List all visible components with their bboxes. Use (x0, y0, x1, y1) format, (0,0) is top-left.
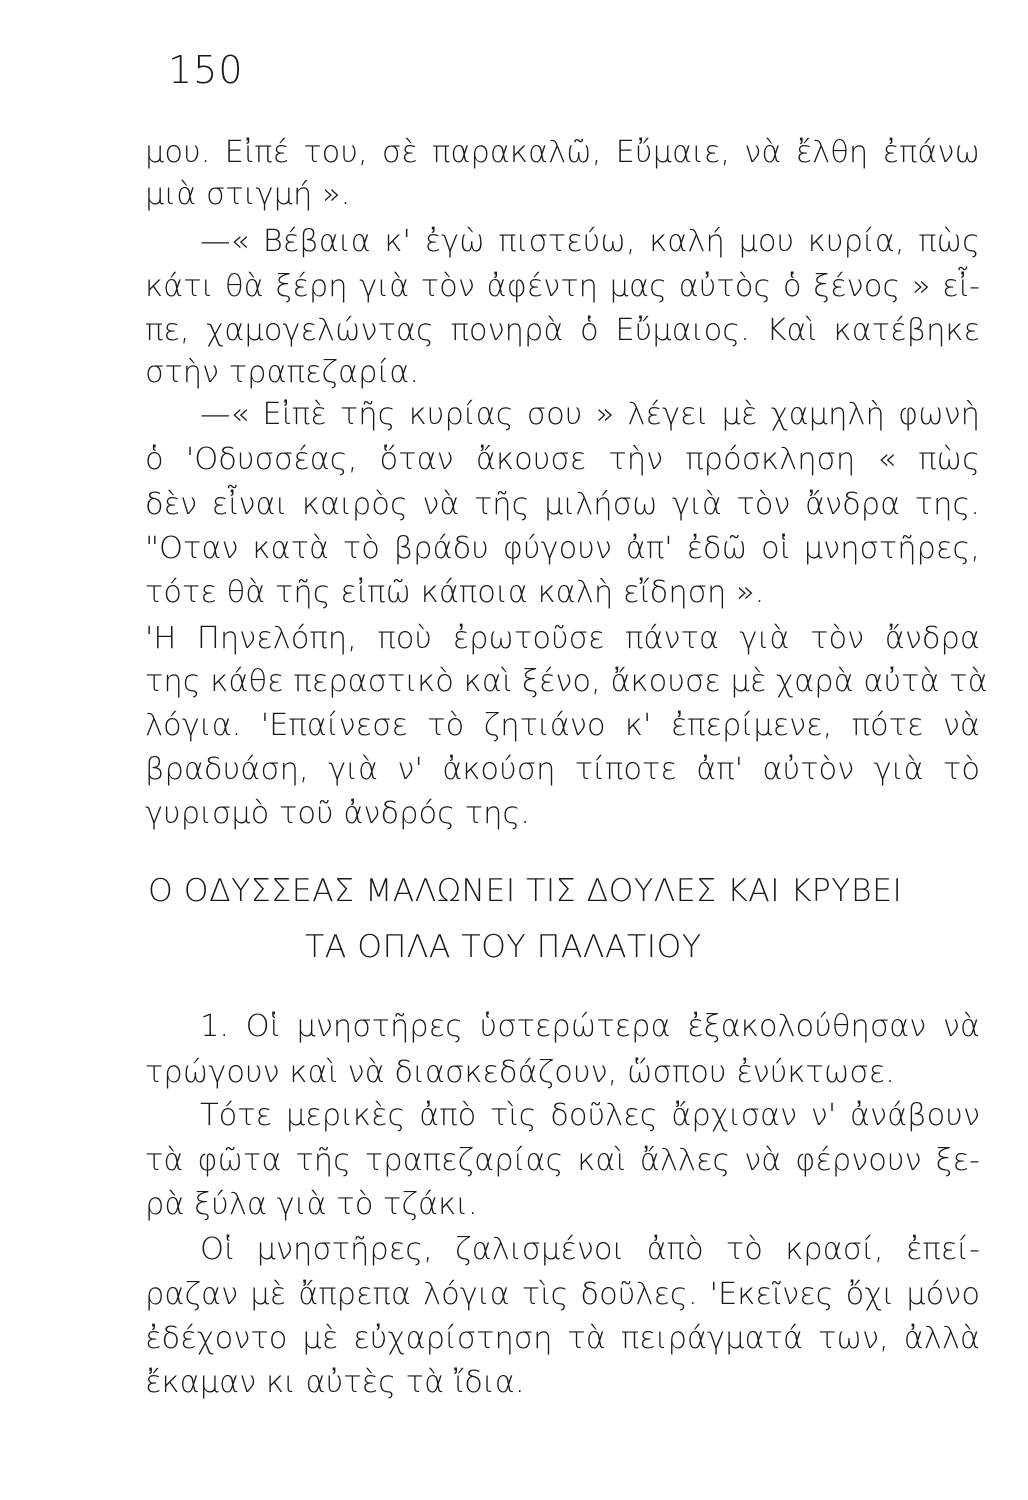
section-heading-line-1: Ο ΟΔΥΣΣΕΑΣ ΜΑΛΩΝΕΙ ΤΙΣ ΔΟΥΛΕΣ ΚΑΙ ΚΡΥΒΕΙ (148, 873, 903, 909)
text-line: 'Η Πηνελόπη, ποὺ ἐρωτοῦσε πάντα γιὰ τὸν ἄνδρα (145, 621, 980, 656)
text-line: τρώγουν καὶ νὰ διασκεδάζουν, ὥσπου ἐνύκτωσε. (145, 1055, 895, 1090)
text-line: μου. Εἰπέ του, σὲ παρακαλῶ, Εὔμαιε, νὰ ἔλθη ἐπάνω (145, 135, 980, 170)
text-line: της κάθε περαστικὸ καὶ ξένο, ἄκουσε μὲ χαρὰ αὐτὰ τὰ (145, 664, 988, 699)
text-line: ἔκαμαν κι αὐτὲς τὰ ἴδια. (145, 1365, 525, 1400)
text-line: ἐδέχοντο μὲ εὐχαρίστηση τὰ πειράγματά των, ἀλλὰ (145, 1321, 980, 1356)
text-line: στὴν τραπεζαρία. (145, 355, 420, 390)
text-line: κάτι θὰ ξέρη γιὰ τὸν ἀφέντη μας αὐτὸς ὁ ξένος » εἶ- (145, 269, 980, 304)
text-line: πε, χαμογελώντας πονηρὰ ὁ Εὔμαιος. Καὶ κατέβηκε (145, 313, 980, 348)
text-line: βραδυάση, γιὰ ν' ἀκούση τίποτε ἀπ' αὐτὸν γιὰ τὸ (145, 752, 980, 787)
text-line: γυρισμὸ τοῦ ἀνδρός της. (145, 796, 531, 831)
text-line: δὲν εἶναι καιρὸς νὰ τῆς μιλήσω γιὰ τὸν ἄνδρα της. (145, 487, 980, 522)
text-line: —« Βέβαια κ' ἐγὼ πιστεύω, καλή μου κυρία, πὼς (200, 224, 980, 259)
text-line: μιὰ στιγμή ». (145, 177, 351, 212)
text-line: "Οταν κατὰ τὸ βράδυ φύγουν ἀπ' ἐδῶ οἱ μνηστῆρες, (145, 531, 980, 566)
text-line: Τότε μερικὲς ἀπὸ τὶς δοῦλες ἄρχισαν ν' ἀνάβουν (200, 1098, 980, 1133)
text-line: Οἱ μνηστῆρες, ζαλισμένοι ἀπὸ τὸ κρασί, ἐπεί- (200, 1232, 980, 1267)
text-line: λόγια. 'Επαίνεσε τὸ ζητιάνο κ' ἐπερίμενε, πότε νὰ (145, 708, 980, 743)
text-line: 1. Οἱ μνηστῆρες ὑστερώτερα ἐξακολούθησαν νὰ (200, 1009, 980, 1044)
text-line: ὁ 'Οδυσσέας, ὅταν ἄκουσε τὴν πρόσκληση « πὼς (145, 442, 980, 477)
text-line: ρὰ ξύλα γιὰ τὸ τζάκι. (145, 1187, 478, 1222)
section-heading-line-2: ΤΑ ΟΠΛΑ ΤΟΥ ΠΑΛΑΤΙΟΥ (305, 929, 702, 965)
text-line: ραζαν μὲ ἄπρεπα λόγια τὶς δοῦλες. 'Εκεῖνες ὄχι μόνο (145, 1277, 980, 1312)
page-number: 150 (168, 48, 244, 92)
text-line: τότε θὰ τῆς εἰπῶ κάποια καλὴ εἴδηση ». (145, 575, 765, 610)
text-line: τὰ φῶτα τῆς τραπεζαρίας καὶ ἄλλες νὰ φέρνουν ξε- (145, 1143, 980, 1178)
text-line: —« Εἰπὲ τῆς κυρίας σου » λέγει μὲ χαμηλὴ φωνὴ (200, 397, 980, 432)
